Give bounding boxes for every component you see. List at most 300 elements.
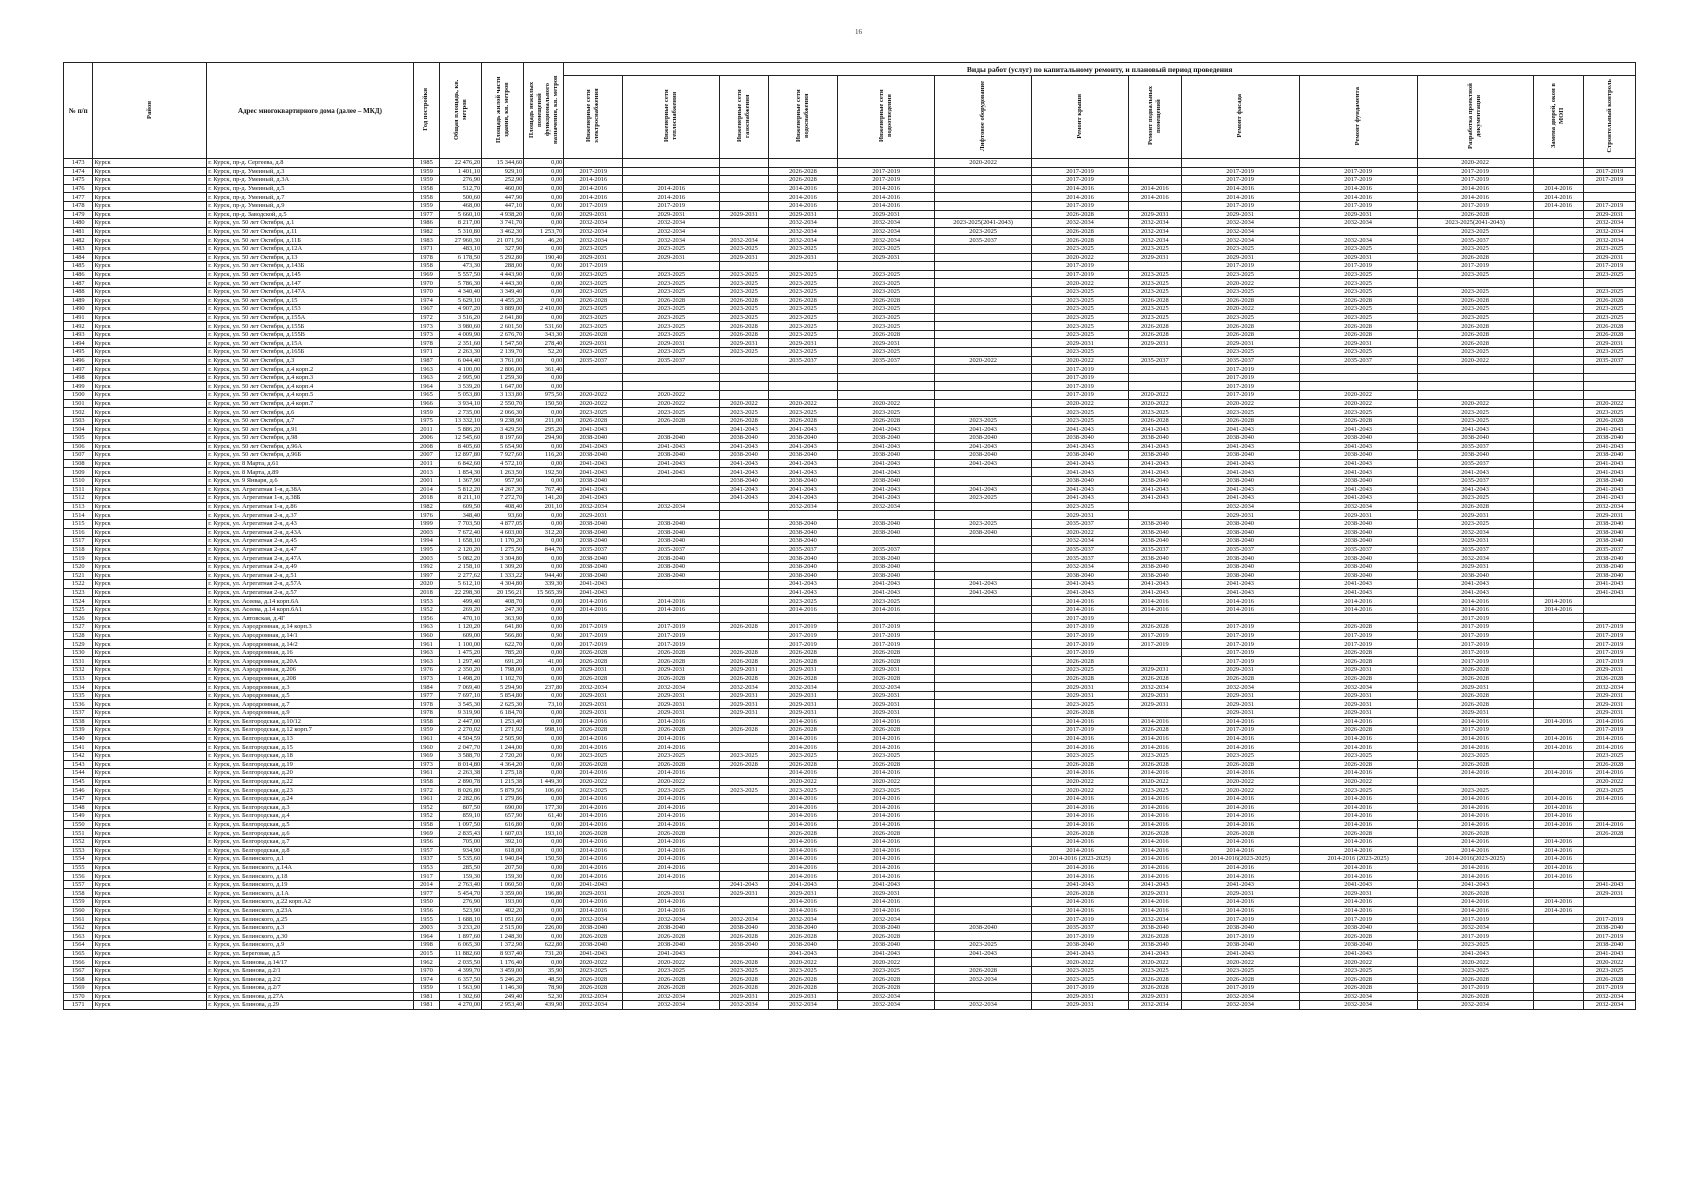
area-nonresidential-cell: 0,00 xyxy=(524,442,564,451)
work-period-cell xyxy=(935,889,1032,898)
area-nonresidential-cell: 0,00 xyxy=(524,898,564,907)
district-cell: Курск xyxy=(93,339,207,348)
address-cell: г. Курск, ул. Аэродромная, д.14/1 xyxy=(207,631,413,640)
row-number-cell: 1526 xyxy=(64,614,93,623)
work-period-cell: 2041-2043 xyxy=(768,580,838,589)
work-period-cell: 2026-2028 xyxy=(1181,296,1299,305)
work-period-cell: 2023-2025 xyxy=(1417,416,1533,425)
work-period-cell: 2020-2022 xyxy=(1032,279,1129,288)
work-period-cell: 2038-2040 xyxy=(564,571,623,580)
work-period-cell: 2017-2019 xyxy=(1032,640,1129,649)
area-living-cell: 5 854,80 xyxy=(482,691,524,700)
work-period-cell: 2014-2016 xyxy=(1129,769,1182,778)
work-period-cell: 2035-2037 xyxy=(1181,356,1299,365)
work-period-cell: 2014-2016 (2023-2025) xyxy=(1299,855,1417,864)
work-period-cell: 2035-2037 xyxy=(1299,356,1417,365)
work-period-cell xyxy=(1181,159,1299,168)
area-nonresidential-cell: 0,00 xyxy=(524,459,564,468)
table-row xyxy=(64,159,1636,168)
work-period-cell: 2038-2040 xyxy=(720,434,768,443)
work-period-cell: 2026-2028 xyxy=(1032,889,1129,898)
work-period-cell xyxy=(935,468,1032,477)
work-period-cell xyxy=(720,640,768,649)
work-period-cell xyxy=(935,898,1032,907)
area-total-cell: 8 217,00 xyxy=(440,219,482,228)
work-period-cell: 2038-2040 xyxy=(1032,941,1129,950)
work-period-cell: 2014-2016 xyxy=(1417,605,1533,614)
address-cell: г. Курск, ул. Асеева, д.14 корп.6А xyxy=(207,597,413,606)
work-period-cell: 2026-2028 xyxy=(1299,829,1417,838)
table-row xyxy=(64,872,1636,881)
work-period-cell: 2032-2034 xyxy=(838,502,935,511)
area-nonresidential-cell: 0,00 xyxy=(524,244,564,253)
work-period-cell: 2041-2043 xyxy=(838,468,935,477)
build-year-cell: 1958 xyxy=(413,262,439,271)
work-period-cell: 2023-2025 xyxy=(838,348,935,357)
work-period-cell: 2020-2022 xyxy=(1181,958,1299,967)
row-number-cell: 1488 xyxy=(64,287,93,296)
work-period-cell: 2014-2016 xyxy=(1181,863,1299,872)
area-total-cell: 276,90 xyxy=(440,898,482,907)
district-cell: Курск xyxy=(93,270,207,279)
work-period-cell: 2014-2016 xyxy=(623,769,720,778)
address-cell: г. Курск, ул. Белинского, д.9 xyxy=(207,941,413,950)
work-period-cell: 2017-2019 xyxy=(1584,167,1636,176)
area-total-cell: 22 476,20 xyxy=(440,159,482,168)
work-period-cell xyxy=(1533,511,1584,520)
work-period-cell: 2023-2025 xyxy=(1032,975,1129,984)
area-total-cell: 3 516,20 xyxy=(440,313,482,322)
district-cell: Курск xyxy=(93,176,207,185)
work-period-cell: 2038-2040 xyxy=(564,923,623,932)
work-period-cell xyxy=(623,167,720,176)
work-period-cell: 2029-2031 xyxy=(1181,511,1299,520)
build-year-cell: 1992 xyxy=(413,562,439,571)
area-nonresidential-cell: 78,90 xyxy=(524,984,564,993)
work-period-cell: 2038-2040 xyxy=(1181,923,1299,932)
table-row xyxy=(64,743,1636,752)
work-period-cell xyxy=(935,717,1032,726)
work-period-cell: 2041-2043 xyxy=(623,949,720,958)
work-period-cell xyxy=(935,253,1032,262)
table-row xyxy=(64,734,1636,743)
work-period-cell xyxy=(1533,219,1584,228)
build-year-cell: 1969 xyxy=(413,829,439,838)
work-period-cell: 2014-2016 xyxy=(1533,734,1584,743)
work-period-cell xyxy=(720,537,768,546)
work-period-cell: 2038-2040 xyxy=(623,941,720,950)
table-row xyxy=(64,485,1636,494)
area-living-cell: 4 304,80 xyxy=(482,580,524,589)
area-total-cell: 2 350,20 xyxy=(440,666,482,675)
area-total-cell: 512,70 xyxy=(440,184,482,193)
work-period-cell: 2026-2028 xyxy=(768,726,838,735)
work-period-cell: 2026-2028 xyxy=(768,296,838,305)
work-period-cell: 2014-2016 xyxy=(1533,863,1584,872)
table-row xyxy=(64,434,1636,443)
build-year-cell: 1972 xyxy=(413,313,439,322)
work-period-cell: 2014-2016 xyxy=(1417,803,1533,812)
address-cell: г. Курск, ул. 50 лет Октября, д.4 корп.2 xyxy=(207,365,413,374)
work-period-cell: 2017-2019 xyxy=(1417,631,1533,640)
work-period-cell: 2020-2022 xyxy=(1299,777,1417,786)
area-total-cell: 13 332,10 xyxy=(440,416,482,425)
build-year-cell: 1961 xyxy=(413,769,439,778)
work-period-cell: 2014-2016 xyxy=(1417,184,1533,193)
work-period-cell: 2026-2028 xyxy=(1032,236,1129,245)
district-cell: Курск xyxy=(93,313,207,322)
work-period-cell: 2014-2016 xyxy=(1533,794,1584,803)
header-area-nonresidential: Площадь нежилых помещений функционального назначения, кв. метров xyxy=(524,63,564,159)
work-period-cell xyxy=(1533,683,1584,692)
table-row xyxy=(64,425,1636,434)
work-period-cell xyxy=(1533,519,1584,528)
district-cell: Курск xyxy=(93,219,207,228)
area-nonresidential-cell: 0,00 xyxy=(524,846,564,855)
row-number-cell: 1511 xyxy=(64,485,93,494)
work-period-cell: 2029-2031 xyxy=(720,691,768,700)
work-period-cell: 2041-2043 xyxy=(623,468,720,477)
work-period-cell xyxy=(1299,382,1417,391)
work-period-cell: 2014-2016 xyxy=(1181,812,1299,821)
area-total-cell: 269,20 xyxy=(440,605,482,614)
work-period-cell: 2023-2025 xyxy=(1181,966,1299,975)
work-period-cell: 2023-2025 xyxy=(1299,786,1417,795)
area-nonresidential-cell: 226,00 xyxy=(524,923,564,932)
work-period-cell xyxy=(720,949,768,958)
area-total-cell: 7 672,40 xyxy=(440,528,482,537)
work-period-cell xyxy=(1129,502,1182,511)
area-living-cell: 1 309,20 xyxy=(482,562,524,571)
work-period-cell: 2014-2016 xyxy=(1129,820,1182,829)
work-period-cell: 2041-2043 xyxy=(720,442,768,451)
build-year-cell: 2011 xyxy=(413,425,439,434)
work-period-cell: 2026-2028 xyxy=(1129,330,1182,339)
work-period-cell: 2041-2043 xyxy=(1417,425,1533,434)
area-living-cell: 1 275,18 xyxy=(482,769,524,778)
area-total-cell: 6 357,50 xyxy=(440,975,482,984)
work-period-cell: 2017-2019 xyxy=(1129,631,1182,640)
work-period-cell: 2029-2031 xyxy=(1129,339,1182,348)
area-nonresidential-cell: 0,00 xyxy=(524,193,564,202)
area-nonresidential-cell: 0,00 xyxy=(524,279,564,288)
work-period-cell: 2014-2016 xyxy=(1533,846,1584,855)
work-period-cell: 2023-2025 xyxy=(623,348,720,357)
row-number-cell: 1489 xyxy=(64,296,93,305)
area-nonresidential-cell: 201,10 xyxy=(524,502,564,511)
header-work-type: Строительный контроль xyxy=(1584,76,1636,159)
district-cell: Курск xyxy=(93,786,207,795)
area-living-cell: 392,10 xyxy=(482,837,524,846)
work-period-cell xyxy=(1533,915,1584,924)
work-period-cell xyxy=(1533,459,1584,468)
work-period-cell: 2014-2016 xyxy=(1129,812,1182,821)
work-period-cell: 2023-2025 xyxy=(1032,966,1129,975)
work-period-cell xyxy=(935,812,1032,821)
address-cell: г. Курск, ул. Блинова, д.2/1 xyxy=(207,966,413,975)
work-period-cell: 2023-2025 xyxy=(1417,305,1533,314)
work-period-cell: 2023-2025 xyxy=(768,244,838,253)
work-period-cell: 2020-2022 xyxy=(1417,356,1533,365)
area-living-cell: 4 938,20 xyxy=(482,210,524,219)
work-period-cell: 2023-2025 xyxy=(768,966,838,975)
address-cell: г. Курск, ул. 50 лет Октября, д.13 xyxy=(207,253,413,262)
work-period-cell: 2014-2016 xyxy=(768,184,838,193)
address-cell: г. Курск, ул. Агрегатная 2-я, д.45 xyxy=(207,537,413,546)
area-living-cell: 8 197,60 xyxy=(482,434,524,443)
work-period-cell xyxy=(935,846,1032,855)
address-cell: г. Курск, ул. Агрегатная 1-я, д.38А xyxy=(207,485,413,494)
area-living-cell: 957,90 xyxy=(482,476,524,485)
build-year-cell: 2003 xyxy=(413,923,439,932)
work-period-cell: 2017-2019 xyxy=(1584,984,1636,993)
work-period-cell: 2032-2034 xyxy=(720,1001,768,1010)
work-period-cell: 2041-2043 xyxy=(564,485,623,494)
table-row xyxy=(64,923,1636,932)
district-cell: Курск xyxy=(93,580,207,589)
work-period-cell xyxy=(935,193,1032,202)
work-period-cell: 2026-2028 xyxy=(1299,932,1417,941)
table-row xyxy=(64,399,1636,408)
work-period-cell: 2014-2016 xyxy=(1129,717,1182,726)
work-period-cell xyxy=(1533,494,1584,503)
work-period-cell: 2014-2016 xyxy=(1417,597,1533,606)
work-period-cell: 2026-2028 xyxy=(1032,210,1129,219)
area-nonresidential-cell: 0,00 xyxy=(524,537,564,546)
work-period-cell: 2014-2016 xyxy=(1032,597,1129,606)
work-period-cell: 2023-2025 xyxy=(720,751,768,760)
work-period-cell xyxy=(1533,313,1584,322)
work-period-cell xyxy=(935,906,1032,915)
table-row xyxy=(64,941,1636,950)
work-period-cell: 2041-2043 xyxy=(935,459,1032,468)
work-period-cell: 2026-2028 xyxy=(768,416,838,425)
work-period-cell: 2029-2031 xyxy=(1299,666,1417,675)
work-period-cell: 2026-2028 xyxy=(720,958,768,967)
work-period-cell xyxy=(935,348,1032,357)
work-period-cell xyxy=(935,657,1032,666)
work-period-cell: 2041-2043 xyxy=(768,425,838,434)
work-period-cell: 2020-2022 xyxy=(1032,958,1129,967)
area-total-cell: 2 447,00 xyxy=(440,717,482,726)
work-period-cell: 2023-2025 xyxy=(1032,700,1129,709)
work-period-cell: 2038-2040 xyxy=(838,562,935,571)
district-cell: Курск xyxy=(93,958,207,967)
work-period-cell: 2020-2022 xyxy=(1181,786,1299,795)
work-period-cell: 2026-2028 xyxy=(564,416,623,425)
area-nonresidential-cell: 0,00 xyxy=(524,605,564,614)
address-cell: г. Курск, ул. Агрегатная 2-я, д.51 xyxy=(207,571,413,580)
area-living-cell: 447,10 xyxy=(482,201,524,210)
work-period-cell xyxy=(935,863,1032,872)
work-period-cell: 2035-2037 xyxy=(1417,442,1533,451)
row-number-cell: 1506 xyxy=(64,442,93,451)
address-cell: г. Курск, ул. Белгородская, д.23 xyxy=(207,786,413,795)
work-period-cell: 2014-2016 xyxy=(1533,743,1584,752)
work-period-cell: 2023-2025 xyxy=(720,408,768,417)
area-nonresidential-cell: 192,50 xyxy=(524,468,564,477)
header-area-living: Площадь жилой части здания, кв. метров xyxy=(482,63,524,159)
work-period-cell: 2032-2034 xyxy=(1129,219,1182,228)
district-cell: Курск xyxy=(93,416,207,425)
work-period-cell: 2026-2028 xyxy=(720,674,768,683)
work-period-cell xyxy=(1533,777,1584,786)
work-period-cell: 2014-2016 xyxy=(1299,906,1417,915)
work-period-cell: 2038-2040 xyxy=(1129,923,1182,932)
work-period-cell: 2041-2043 xyxy=(1129,442,1182,451)
work-period-cell: 2014-2016 xyxy=(838,193,935,202)
area-nonresidential-cell: 0,00 xyxy=(524,382,564,391)
work-period-cell: 2029-2031 xyxy=(1299,210,1417,219)
work-period-cell: 2014-2016 xyxy=(1299,803,1417,812)
work-period-cell xyxy=(1533,949,1584,958)
work-period-cell: 2041-2043 xyxy=(1584,485,1636,494)
build-year-cell: 1995 xyxy=(413,545,439,554)
work-period-cell: 2014-2016 xyxy=(838,846,935,855)
work-period-cell: 2041-2043 xyxy=(935,442,1032,451)
work-period-cell: 2014-2016 xyxy=(1417,863,1533,872)
work-period-cell xyxy=(1533,322,1584,331)
work-period-cell: 2026-2028 xyxy=(1299,416,1417,425)
build-year-cell: 1986 xyxy=(413,219,439,228)
build-year-cell: 1970 xyxy=(413,287,439,296)
work-period-cell: 2014-2016 xyxy=(1299,734,1417,743)
table-row xyxy=(64,227,1636,236)
table-row xyxy=(64,459,1636,468)
work-period-cell: 2014-2016 xyxy=(1417,820,1533,829)
row-number-cell: 1494 xyxy=(64,339,93,348)
work-period-cell xyxy=(1584,863,1636,872)
work-period-cell: 2041-2043 xyxy=(768,442,838,451)
work-period-cell: 2023-2025 xyxy=(768,597,838,606)
area-living-cell: 327,90 xyxy=(482,244,524,253)
area-nonresidential-cell: 48,50 xyxy=(524,975,564,984)
area-nonresidential-cell: 0,00 xyxy=(524,287,564,296)
work-period-cell: 2017-2019 xyxy=(838,640,935,649)
work-period-cell: 2017-2019 xyxy=(1584,915,1636,924)
work-period-cell: 2023-2025 xyxy=(1032,244,1129,253)
district-cell: Курск xyxy=(93,743,207,752)
work-period-cell: 2014-2016 xyxy=(1181,184,1299,193)
work-period-cell: 2017-2019 xyxy=(1584,176,1636,185)
header-works-title: Виды работ (услуг) по капитальному ремонту, и плановый период проведения xyxy=(564,63,1636,76)
work-period-cell: 2041-2043 xyxy=(1584,494,1636,503)
work-period-cell xyxy=(1533,330,1584,339)
work-period-cell: 2029-2031 xyxy=(1129,253,1182,262)
work-period-cell: 2014-2016 xyxy=(564,743,623,752)
table-row xyxy=(64,330,1636,339)
work-period-cell: 2026-2028 xyxy=(1181,760,1299,769)
work-period-cell: 2023-2025 xyxy=(1129,244,1182,253)
work-period-cell: 2014-2016 xyxy=(1299,812,1417,821)
work-period-cell: 2017-2019 xyxy=(1032,726,1129,735)
work-period-cell: 2041-2043 xyxy=(1181,580,1299,589)
build-year-cell: 1981 xyxy=(413,992,439,1001)
work-period-cell: 2020-2022 xyxy=(1417,159,1533,168)
table-row xyxy=(64,760,1636,769)
address-cell: г. Курск, пр-д. Умеиный, д.5 xyxy=(207,184,413,193)
work-period-cell: 2023-2025 xyxy=(720,305,768,314)
work-period-cell: 2023-2025 xyxy=(1299,287,1417,296)
work-period-cell xyxy=(1533,623,1584,632)
work-period-cell: 2014-2016 xyxy=(564,898,623,907)
build-year-cell: 1952 xyxy=(413,605,439,614)
district-cell: Курск xyxy=(93,1001,207,1010)
work-period-cell: 2032-2034 xyxy=(1181,1001,1299,1010)
area-living-cell: 690,00 xyxy=(482,803,524,812)
row-number-cell: 1543 xyxy=(64,760,93,769)
address-cell: г. Курск, ул. 50 лет Октября, д.11 xyxy=(207,227,413,236)
work-period-cell xyxy=(1533,1001,1584,1010)
work-period-cell xyxy=(1129,614,1182,623)
row-number-cell: 1555 xyxy=(64,863,93,872)
work-period-cell: 2035-2037 xyxy=(1032,554,1129,563)
area-living-cell: 3 889,00 xyxy=(482,305,524,314)
area-nonresidential-cell: 0,00 xyxy=(524,519,564,528)
work-period-cell: 2035-2037 xyxy=(1584,545,1636,554)
work-period-cell: 2017-2019 xyxy=(1417,176,1533,185)
area-living-cell: 15 344,60 xyxy=(482,159,524,168)
work-period-cell: 2014-2016(2023-2025) xyxy=(1417,855,1533,864)
work-period-cell: 2041-2043 xyxy=(1032,468,1129,477)
work-period-cell: 2023-2025 xyxy=(838,966,935,975)
work-period-cell: 2032-2034 xyxy=(1584,219,1636,228)
work-period-cell xyxy=(1533,408,1584,417)
area-living-cell: 5 654,90 xyxy=(482,442,524,451)
work-period-cell: 2023-2025 xyxy=(768,348,838,357)
work-period-cell xyxy=(1417,365,1533,374)
work-period-cell xyxy=(768,382,838,391)
work-period-cell xyxy=(1533,562,1584,571)
area-nonresidential-cell: 0,00 xyxy=(524,184,564,193)
build-year-cell: 1965 xyxy=(413,391,439,400)
table-row xyxy=(64,494,1636,503)
address-cell: г. Курск, ул. 50 лет Октября, д.96А xyxy=(207,442,413,451)
work-period-cell: 2014-2016 (2023-2025) xyxy=(1032,855,1129,864)
address-cell: г. Курск, ул. Аэродромная, д.14 корп.3 xyxy=(207,623,413,632)
work-period-cell: 2017-2019 xyxy=(1584,201,1636,210)
work-period-cell: 2038-2040 xyxy=(838,528,935,537)
work-period-cell: 2029-2031 xyxy=(720,889,768,898)
work-period-cell: 2038-2040 xyxy=(1129,562,1182,571)
work-period-cell: 2026-2028 xyxy=(564,296,623,305)
area-nonresidential-cell: 0,00 xyxy=(524,262,564,271)
work-period-cell: 2038-2040 xyxy=(1181,528,1299,537)
work-period-cell xyxy=(1584,803,1636,812)
work-period-cell: 2026-2028 xyxy=(838,296,935,305)
build-year-cell: 1959 xyxy=(413,408,439,417)
address-cell: г. Курск, ул. Белинского, д.22 корп.А2 xyxy=(207,898,413,907)
table-row xyxy=(64,580,1636,589)
work-period-cell: 2029-2031 xyxy=(564,889,623,898)
address-cell: г. Курск, ул. 50 лет Октября, д.11Б xyxy=(207,236,413,245)
address-cell: г. Курск, ул. 50 лет Октября, д.6 xyxy=(207,408,413,417)
work-period-cell xyxy=(935,683,1032,692)
area-total-cell: 1 658,10 xyxy=(440,537,482,546)
row-number-cell: 1495 xyxy=(64,348,93,357)
area-nonresidential-cell: 0,00 xyxy=(524,623,564,632)
work-period-cell: 2038-2040 xyxy=(838,571,935,580)
table-row xyxy=(64,571,1636,580)
work-period-cell: 2038-2040 xyxy=(1181,434,1299,443)
work-period-cell: 2023-2025 xyxy=(564,322,623,331)
work-period-cell: 2020-2022 xyxy=(623,391,720,400)
work-period-cell xyxy=(1299,159,1417,168)
district-cell: Курск xyxy=(93,322,207,331)
work-period-cell: 2014-2016 xyxy=(564,872,623,881)
area-nonresidential-cell: 0,00 xyxy=(524,717,564,726)
work-period-cell: 2026-2028 xyxy=(1299,322,1417,331)
